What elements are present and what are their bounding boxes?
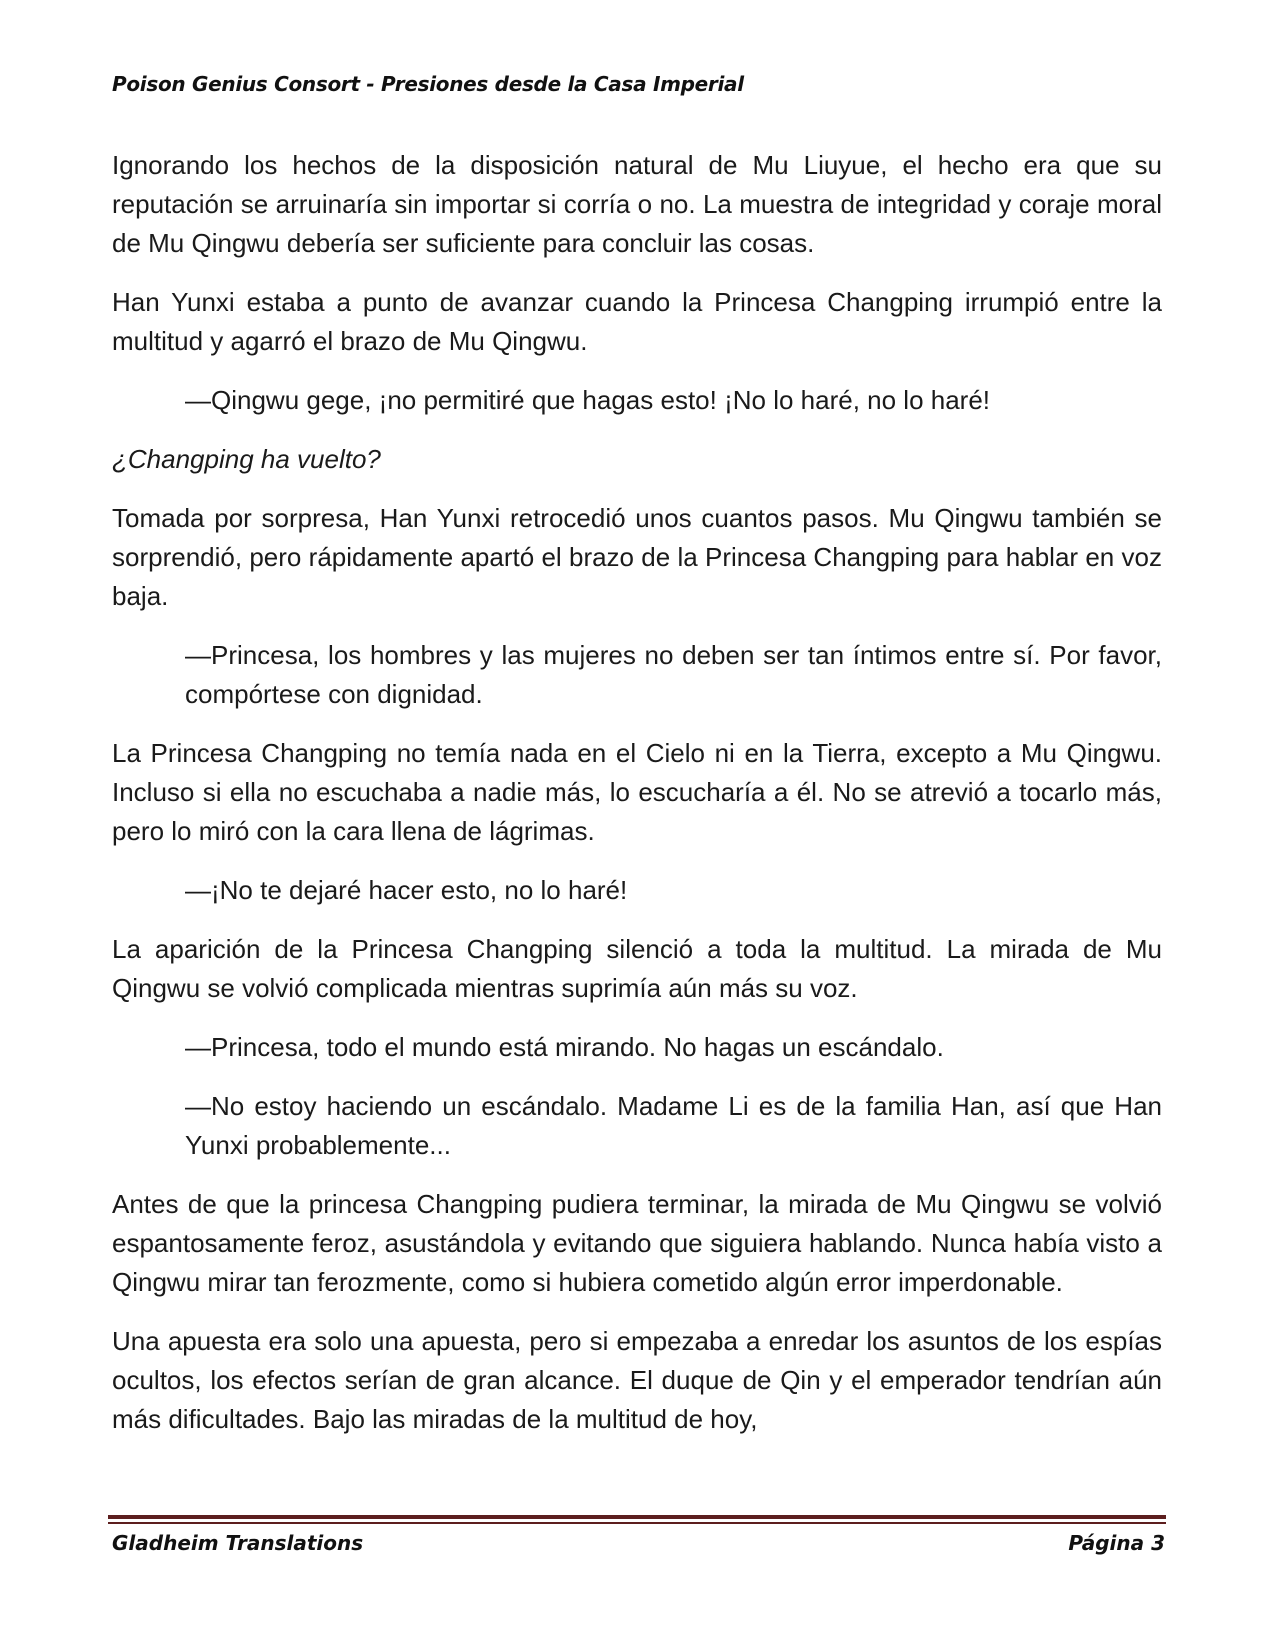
paragraph: Ignorando los hechos de la disposición natural de Mu Liuyue, el hecho era que su reputación se arruinaría sin importar si corría o no. La muestra de integridad y coraje moral de Mu Qingwu debería ser suficiente para concluir las cosas.	[112, 150, 1162, 258]
paragraph: Tomada por sorpresa, Han Yunxi retrocedió unos cuantos pasos. Mu Qingwu también se sorprendió, pero rápidamente apartó el brazo de la Princesa Changping para hablar en voz baja.	[112, 503, 1162, 611]
dialogue-line: —No estoy haciendo un escándalo. Madame Li es de la familia Han, así que Han Yunxi probablemente...	[185, 1091, 1162, 1160]
dialogue-line: —Princesa, todo el mundo está mirando. No hagas un escándalo.	[185, 1032, 944, 1062]
page-header-title: Poison Genius Consort - Presiones desde la Casa Imperial	[112, 72, 744, 96]
dialogue-line: —¡No te dejaré hacer esto, no lo haré!	[185, 875, 628, 905]
footer-divider-thin	[108, 1522, 1166, 1524]
footer-page-number: Página 3	[1068, 1531, 1165, 1555]
document-body	[112, 146, 1162, 1459]
italic-thought: ¿Changping ha vuelto?	[112, 444, 381, 474]
paragraph: Antes de que la princesa Changping pudiera terminar, la mirada de Mu Qingwu se volvió espantosamente feroz, asustándola y evitando que siguiera hablando. Nunca había visto a Qingwu mirar tan ferozmente, como si hubiera cometido algún error imperdonable.	[112, 1189, 1162, 1297]
paragraph: La Princesa Changping no temía nada en el Cielo ni en la Tierra, excepto a Mu Qingwu. Incluso si ella no escuchaba a nadie más, lo escucharía a él. No se atrevió a tocarlo más, pero lo miró con la cara llena de lágrimas.	[112, 738, 1162, 846]
dialogue-line: —Qingwu gege, ¡no permitiré que hagas esto! ¡No lo haré, no lo haré!	[185, 385, 991, 415]
paragraph: La aparición de la Princesa Changping silenció a toda la multitud. La mirada de Mu Qingwu se volvió complicada mientras suprimía aún más su voz.	[112, 934, 1162, 1003]
dialogue-line: —Princesa, los hombres y las mujeres no deben ser tan íntimos entre sí. Por favor, compórtese con dignidad.	[185, 640, 1162, 709]
paragraph: Han Yunxi estaba a punto de avanzar cuando la Princesa Changping irrumpió entre la multitud y agarró el brazo de Mu Qingwu.	[112, 287, 1162, 356]
footer-divider-thick	[108, 1515, 1166, 1519]
footer-translator-name: Gladheim Translations	[112, 1531, 364, 1555]
paragraph: Una apuesta era solo una apuesta, pero si empezaba a enredar los asuntos de los espías ocultos, los efectos serían de gran alcance. El duque de Qin y el emperador tendrían aún más dificultades. Bajo las miradas de la multitud de hoy,	[112, 1326, 1162, 1434]
